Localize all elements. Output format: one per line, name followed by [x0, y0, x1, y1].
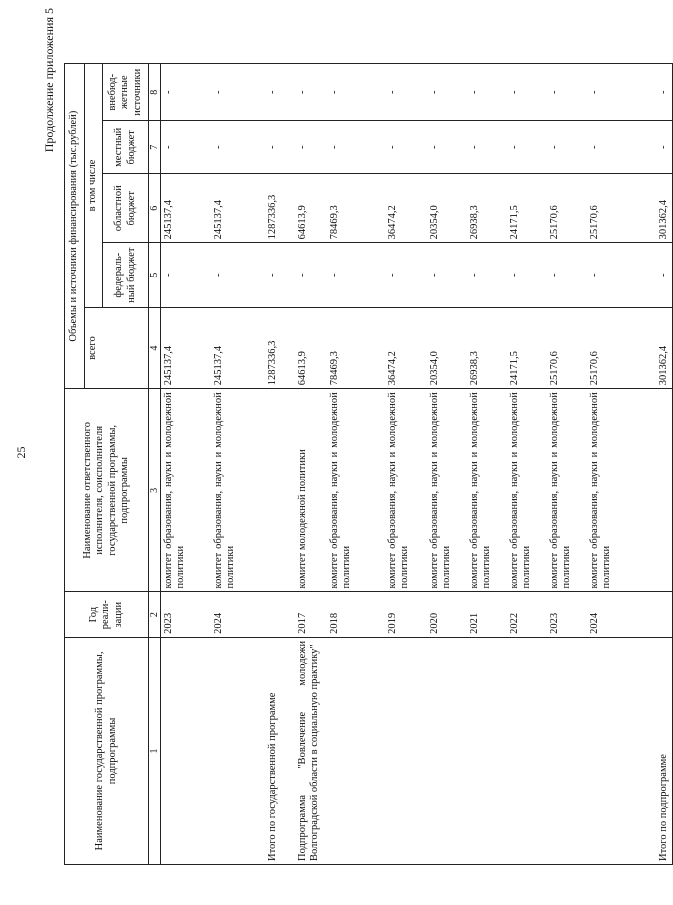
federal-cell: - [507, 243, 547, 308]
total-cell: 245137,4 [211, 307, 265, 388]
federal-cell: - [427, 243, 467, 308]
column-number: 7 [149, 121, 161, 174]
federal-cell: - [587, 243, 627, 308]
total-cell: 245137,4 [161, 307, 211, 388]
federal-cell: - [467, 243, 507, 308]
continued-label: Продолжение приложения 5 [42, 8, 56, 153]
extra-cell: - [295, 64, 327, 121]
year-cell [265, 592, 295, 637]
table-row [161, 64, 211, 865]
extra-cell: - [547, 64, 587, 121]
federal-cell: - [295, 243, 327, 308]
header-funding-group: Объемы и источники финансирования (тыс.рублей) [65, 64, 85, 389]
regional-cell: 245137,4 [211, 174, 265, 243]
extra-cell: - [161, 64, 211, 121]
program-name: Итого по подпрограмме [627, 637, 673, 864]
header-including: в том числе [85, 64, 103, 308]
local-cell: - [211, 121, 265, 174]
regional-cell: 245137,4 [161, 174, 211, 243]
local-cell: - [427, 121, 467, 174]
table-row [427, 64, 467, 865]
year-cell: 2018 [327, 592, 385, 637]
federal-cell: - [265, 243, 295, 308]
year-cell: 2020 [427, 592, 467, 637]
table-row [587, 64, 627, 865]
local-cell: - [587, 121, 627, 174]
program-name [385, 637, 427, 864]
local-cell: - [507, 121, 547, 174]
table-row [211, 64, 265, 865]
header-executor: Наименование ответственного исполнителя, соисполнителя государственной программы, подпрограммы [65, 389, 149, 592]
executor-cell: комитет образования, науки и молодежной политики [327, 389, 385, 592]
regional-cell: 26938,3 [467, 174, 507, 243]
extra-cell: - [327, 64, 385, 121]
federal-cell: - [327, 243, 385, 308]
table-header [65, 64, 161, 865]
total-cell: 25170,6 [547, 307, 587, 388]
local-cell: - [295, 121, 327, 174]
federal-cell: - [547, 243, 587, 308]
extra-cell: - [265, 64, 295, 121]
table-row [295, 64, 327, 865]
header-local: местный бюджет [103, 121, 149, 174]
program-name [547, 637, 587, 864]
executor-cell: комитет образования, науки и молодежной политики [211, 389, 265, 592]
executor-cell: комитет образования, науки и молодежной политики [385, 389, 427, 592]
executor-cell [265, 389, 295, 592]
year-cell: 2023 [547, 592, 587, 637]
regional-cell: 25170,6 [587, 174, 627, 243]
program-name: Подпрограмма "Вовлечение молодежи Волгоградской области в социальную практику" [295, 637, 385, 864]
extra-cell: - [627, 64, 673, 121]
executor-cell: комитет образования, науки и молодежной политики [547, 389, 587, 592]
total-cell: 25170,6 [587, 307, 627, 388]
year-cell: 2017 [295, 592, 327, 637]
local-cell: - [327, 121, 385, 174]
federal-cell: - [161, 243, 211, 308]
program-name: Итого по государственной программе [265, 637, 295, 864]
column-number: 4 [149, 307, 161, 388]
local-cell: - [161, 121, 211, 174]
executor-cell: комитет образования, науки и молодежной политики [427, 389, 467, 592]
total-cell: 26938,3 [467, 307, 507, 388]
extra-cell: - [385, 64, 427, 121]
regional-cell: 36474,2 [385, 174, 427, 243]
extra-cell: - [507, 64, 547, 121]
regional-cell: 78469,3 [327, 174, 385, 243]
executor-cell: комитет образования, науки и молодежной политики [467, 389, 507, 592]
funding-table [64, 63, 673, 865]
header-total: всего [85, 307, 149, 388]
total-cell: 24171,5 [507, 307, 547, 388]
table-row [547, 64, 587, 865]
year-cell: 2024 [211, 592, 265, 637]
executor-cell: комитет молодежной политики [295, 389, 327, 592]
program-name [211, 637, 265, 864]
program-name [161, 637, 211, 864]
extra-cell: - [587, 64, 627, 121]
local-cell: - [627, 121, 673, 174]
local-cell: - [547, 121, 587, 174]
total-cell: 20354,0 [427, 307, 467, 388]
program-name [467, 637, 507, 864]
local-cell: - [265, 121, 295, 174]
year-cell: 2019 [385, 592, 427, 637]
total-cell: 301362,4 [627, 307, 673, 388]
column-number-row [149, 64, 161, 865]
local-cell: - [385, 121, 427, 174]
table-row [265, 64, 295, 865]
table-body [161, 64, 673, 865]
column-number: 5 [149, 243, 161, 308]
table-row [507, 64, 547, 865]
table-row [627, 64, 673, 865]
federal-cell: - [385, 243, 427, 308]
column-number: 2 [149, 592, 161, 637]
federal-cell: - [211, 243, 265, 308]
header-regional: областной бюджет [103, 174, 149, 243]
year-cell: 2022 [507, 592, 547, 637]
regional-cell: 64613,9 [295, 174, 327, 243]
regional-cell: 20354,0 [427, 174, 467, 243]
executor-cell: комитет образования, науки и молодежной политики [507, 389, 547, 592]
executor-cell: комитет образования, науки и молодежной политики [587, 389, 627, 592]
total-cell: 36474,2 [385, 307, 427, 388]
extra-cell: - [427, 64, 467, 121]
program-name [587, 637, 627, 864]
column-number: 6 [149, 174, 161, 243]
year-cell: 2021 [467, 592, 507, 637]
table-row [385, 64, 427, 865]
column-number: 3 [149, 389, 161, 592]
header-extra: внебюд-жетные источники [103, 64, 149, 121]
header-year: Год реали-зации [65, 592, 149, 637]
executor-cell [627, 389, 673, 592]
local-cell: - [467, 121, 507, 174]
year-cell: 2023 [161, 592, 211, 637]
extra-cell: - [211, 64, 265, 121]
regional-cell: 301362,4 [627, 174, 673, 243]
page-number: 25 [14, 446, 28, 459]
header-program-name: Наименование государственной программы, подпрограммы [65, 637, 149, 864]
regional-cell: 25170,6 [547, 174, 587, 243]
year-cell: 2024 [587, 592, 627, 637]
total-cell: 1287336,3 [265, 307, 295, 388]
regional-cell: 1287336,3 [265, 174, 295, 243]
executor-cell: комитет образования, науки и молодежной политики [161, 389, 211, 592]
federal-cell: - [627, 243, 673, 308]
table-row [467, 64, 507, 865]
year-cell [627, 592, 673, 637]
header-federal: федераль-ный бюджет [103, 243, 149, 308]
column-number: 8 [149, 64, 161, 121]
column-number: 1 [149, 637, 161, 864]
total-cell: 78469,3 [327, 307, 385, 388]
program-name [427, 637, 467, 864]
total-cell: 64613,9 [295, 307, 327, 388]
extra-cell: - [467, 64, 507, 121]
program-name [507, 637, 547, 864]
regional-cell: 24171,5 [507, 174, 547, 243]
